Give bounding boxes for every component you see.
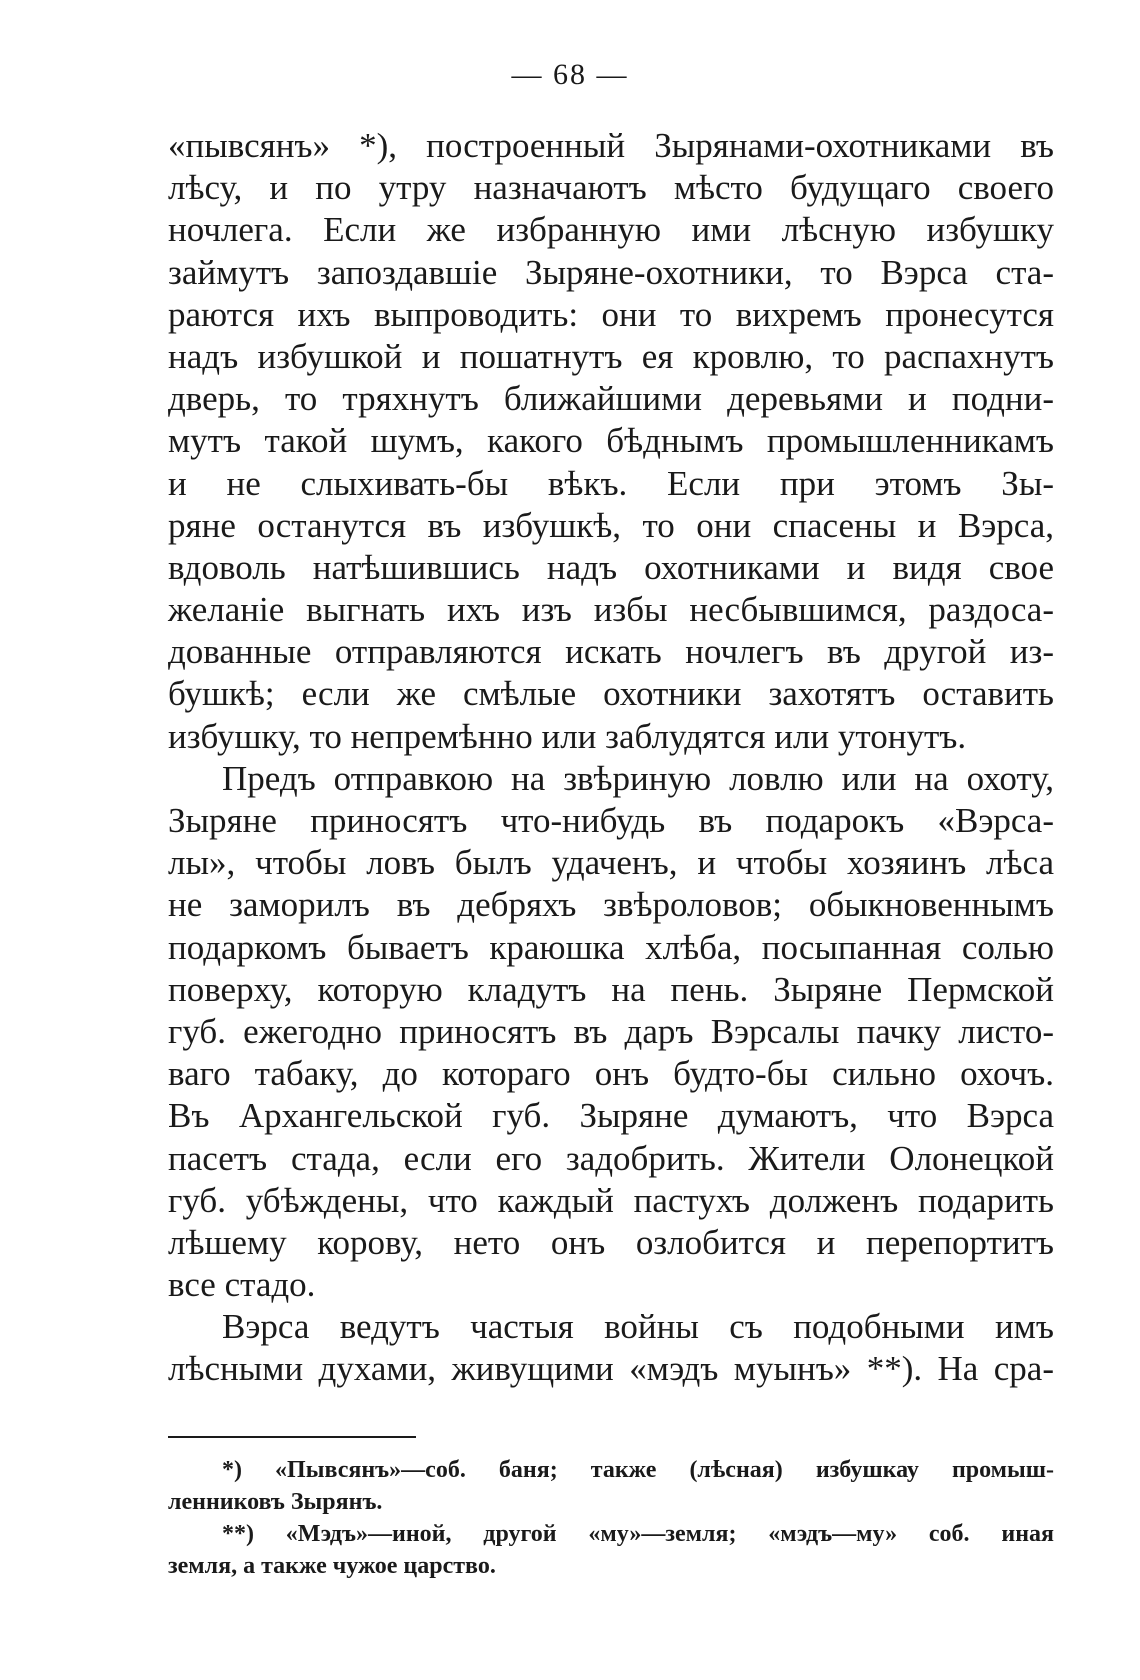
text-line: губ. убѣждены, что каждый пастухъ долженъ подарить <box>168 1180 1054 1220</box>
text-line: пасетъ стада, если его задобрить. Жители Олонецкой <box>168 1138 1054 1178</box>
text-line: Въ Архангельской губ. Зыряне думаютъ, что Вэрса <box>168 1096 1054 1136</box>
paragraph <box>168 1306 1054 1390</box>
text-line: губ. ежегодно приносятъ въ даръ Вэрсалы пачку листо- <box>168 1011 1054 1051</box>
footnote-divider <box>168 1436 416 1438</box>
text-line: желаніе выгнать ихъ изъ избы несбывшимся, раздоса- <box>168 590 1054 630</box>
text-line: мутъ такой шумъ, какого бѣднымъ промышленникамъ <box>168 421 1054 461</box>
text-line: поверху, которую кладутъ на пень. Зыряне Пермской <box>168 969 1054 1009</box>
text-line: дованные отправляются искать ночлегъ въ другой из- <box>168 632 1054 672</box>
text-line: избушку, то непремѣнно или заблудятся или утонутъ. <box>168 716 967 756</box>
text-line: надъ избушкой и пошатнутъ ея кровлю, то распахнутъ <box>168 336 1054 376</box>
text-line: все стадо. <box>168 1265 316 1305</box>
text-line: лѣшему корову, нето онъ озлобится и перепортитъ <box>168 1222 1054 1262</box>
footnote-line: ленниковъ Зырянъ. <box>168 1489 383 1515</box>
text-line: бушкѣ; если же смѣлые охотники захотятъ оставить <box>168 674 1054 714</box>
text-line: займутъ запоздавшіе Зыряне-охотники, то Вэрса ста- <box>168 252 1054 292</box>
text-line: Зыряне приносятъ что-нибудь въ подарокъ «Вэрса- <box>168 801 1054 840</box>
main-text <box>168 125 1054 1391</box>
paragraph <box>168 758 1054 1306</box>
footnote <box>168 1518 1054 1582</box>
text-line: лѣсными духами, живущими «мэдъ муынъ» **). На сра- <box>168 1349 1054 1389</box>
text-line: ваго табаку, до котораго онъ будто-бы сильно охочъ. <box>168 1054 1054 1094</box>
footnotes <box>168 1454 1054 1582</box>
text-line: ряне останутся въ избушкѣ, то они спасены и Вэрса, <box>168 505 1054 545</box>
footnote-line: *) «Пывсянъ»—соб. баня; также (лѣсная) избушкау промыш- <box>222 1457 1054 1483</box>
text-line: вдоволь натѣшившись надъ охотниками и видя свое <box>168 547 1054 587</box>
text-line: лѣсу, и по утру назначаютъ мѣсто будущаго своего <box>168 168 1054 208</box>
text-line: и не слыхивать-бы вѣкъ. Если при этомъ Зы- <box>168 463 1054 503</box>
text-line: ночлега. Если же избранную ими лѣсную избушку <box>168 210 1054 250</box>
text-line: подаркомъ бываетъ краюшка хлѣба, посыпанная солью <box>168 927 1054 967</box>
page-number: — 68 — <box>511 58 629 91</box>
paragraph <box>168 125 1054 758</box>
text-line: дверь, то тряхнутъ ближайшими деревьями и подни- <box>168 379 1054 419</box>
text-line: Вэрса ведутъ частыя войны съ подобными имъ <box>222 1307 1054 1347</box>
text-line: раются ихъ выпроводить: они то вихремъ пронесутся <box>168 294 1054 334</box>
text-line: лы», чтобы ловъ былъ удаченъ, и чтобы хозяинъ лѣса <box>168 843 1054 883</box>
footnote <box>168 1454 1054 1518</box>
footnote-line: земля, а также чужое царство. <box>168 1553 496 1579</box>
text-line: «пывсянъ» *), построенный Зырянами-охотниками въ <box>168 126 1054 165</box>
text-line: не заморилъ въ дебряхъ звѣроловов; обыкновеннымъ <box>168 885 1054 925</box>
text-line: Предъ отправкою на звѣриную ловлю или на охоту, <box>222 758 1054 798</box>
footnote-line: **) «Мэдъ»—иной, другой «му»—земля; «мэдъ—му» соб. иная <box>222 1521 1054 1547</box>
